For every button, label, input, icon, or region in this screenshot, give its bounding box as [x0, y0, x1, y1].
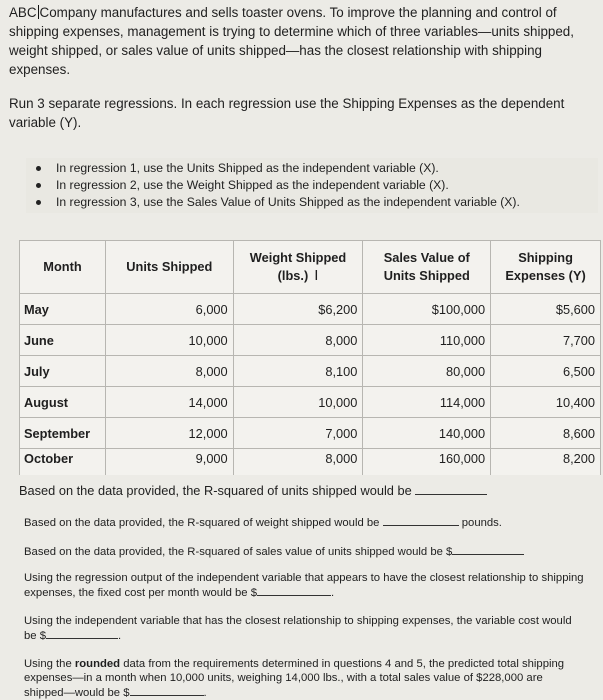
cell-weight: 10,000: [233, 387, 363, 418]
cell-month: July: [20, 356, 106, 387]
cell-weight: 8,000: [233, 325, 363, 356]
table-row: [20, 449, 601, 476]
answer-blank-4[interactable]: [257, 585, 331, 596]
table-row: [20, 294, 601, 325]
intro-text: Company manufactures and sells toaster ovens. To improve the planning and control of shipping expenses, management is trying to determine which of three variables—units shipped, weight shipped, or sales value of units shipped—has the closest relationship with shipping expenses.: [9, 5, 574, 77]
cell-sales: 140,000: [363, 418, 491, 449]
shipping-data-table: [19, 240, 601, 475]
intro-start: ABC: [9, 5, 37, 20]
cell-shipping: 8,200: [491, 449, 601, 476]
cell-units: 9,000: [105, 449, 233, 476]
instruction: Run 3 separate regressions. In each regression use the Shipping Expenses as the dependent variable (Y).: [9, 96, 565, 130]
cell-sales: 160,000: [363, 449, 491, 476]
problem-intro: [9, 3, 599, 79]
header-month: Month: [20, 241, 106, 294]
cell-shipping: 6,500: [491, 356, 601, 387]
header-shipping: Shipping Expenses (Y): [491, 241, 601, 294]
table-row: [20, 325, 601, 356]
cell-month: August: [20, 387, 106, 418]
question-3: Based on the data provided, the R-squared of sales value of units shipped would be $: [24, 544, 584, 559]
table-row: [20, 387, 601, 418]
table-row: [20, 356, 601, 387]
cell-shipping: $5,600: [491, 294, 601, 325]
list-item: In regression 2, use the Weight Shipped as the independent variable (X).: [56, 177, 592, 194]
list-item: In regression 3, use the Sales Value of Units Shipped as the independent variable (X).: [56, 194, 592, 211]
ibeam-cursor-icon: I: [314, 267, 319, 284]
cell-weight: 8,100: [233, 356, 363, 387]
answer-blank-6[interactable]: [130, 685, 204, 696]
cell-month: June: [20, 325, 106, 356]
cell-month: October: [20, 449, 106, 476]
answer-blank-1[interactable]: [415, 484, 487, 495]
header-units: Units Shipped: [105, 241, 233, 294]
header-sales: Sales Value of Units Shipped: [363, 241, 491, 294]
header-weight: Weight Shipped (lbs.) I: [233, 241, 363, 294]
list-item: In regression 1, use the Units Shipped as the independent variable (X).: [56, 160, 592, 177]
cell-weight: 8,000: [233, 449, 363, 476]
cell-sales: 114,000: [363, 387, 491, 418]
question-5: Using the independent variable that has the closest relationship to shipping expenses, the variable cost would be $ .: [24, 615, 572, 642]
table-header-row: [20, 241, 601, 294]
answer-blank-3[interactable]: [452, 544, 524, 555]
cell-units: 10,000: [105, 325, 233, 356]
cell-shipping: 10,400: [491, 387, 601, 418]
cell-sales: 80,000: [363, 356, 491, 387]
cell-units: 6,000: [105, 294, 233, 325]
text-cursor: [38, 5, 39, 19]
cell-units: 14,000: [105, 387, 233, 418]
cell-weight: 7,000: [233, 418, 363, 449]
cell-sales: $100,000: [363, 294, 491, 325]
question-2: Based on the data provided, the R-squared of weight shipped would be pounds.: [24, 517, 502, 529]
question-4: Using the regression output of the independent variable that appears to have the closest relationship to shipping expenses, the fixed cost per month would be $ .: [24, 572, 584, 599]
question-6: Using the rounded data from the requirements determined in questions 4 and 5, the predicted total shipping expenses—in a month when 10,000 units, weighing 14,000 lbs., with a total sales value of $228,000 are shipped—would be $ .: [24, 658, 565, 699]
cell-units: 8,000: [105, 356, 233, 387]
question-1: Based on the data provided, the R-squared of units shipped would be: [19, 484, 579, 498]
answer-blank-5[interactable]: [46, 628, 118, 639]
cell-sales: 110,000: [363, 325, 491, 356]
table-row: [20, 418, 601, 449]
cell-weight: $6,200: [233, 294, 363, 325]
cell-shipping: 7,700: [491, 325, 601, 356]
cell-month: September: [20, 418, 106, 449]
regression-list: [26, 158, 598, 213]
cell-units: 12,000: [105, 418, 233, 449]
cell-shipping: 8,600: [491, 418, 601, 449]
answer-blank-2[interactable]: [383, 515, 459, 526]
cell-month: May: [20, 294, 106, 325]
